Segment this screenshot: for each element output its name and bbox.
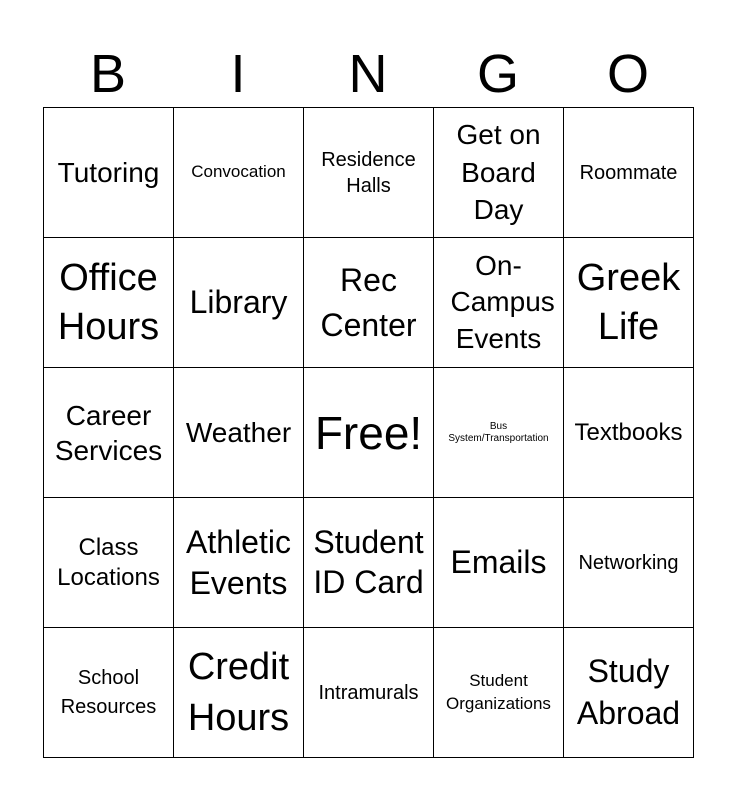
bingo-cell[interactable]	[174, 498, 304, 628]
cell-label: Athletic Events	[186, 523, 291, 601]
bingo-cell[interactable]	[564, 628, 694, 758]
bingo-cell[interactable]	[434, 628, 564, 758]
bingo-cell[interactable]	[44, 108, 174, 238]
bingo-cell[interactable]	[304, 628, 434, 758]
bingo-cell[interactable]	[304, 108, 434, 238]
cell-label: Residence Halls	[321, 148, 416, 197]
bingo-cell[interactable]	[434, 368, 564, 498]
cell-label: Networking	[578, 551, 679, 574]
cell-label: Convocation	[191, 162, 286, 182]
bingo-cell[interactable]	[304, 498, 434, 628]
cell-label: Weather	[185, 417, 292, 448]
cell-label: Intramurals	[318, 681, 419, 704]
cell-label: Rec Center	[320, 261, 417, 343]
header-letter-b: B	[89, 44, 127, 104]
cell-label: Get on Board Day	[456, 118, 541, 226]
bingo-cell[interactable]	[434, 238, 564, 368]
bingo-board	[43, 107, 694, 758]
cell-label: Textbooks	[574, 418, 683, 446]
free-space[interactable]	[304, 368, 434, 498]
free-space-label: Free!	[314, 406, 423, 459]
bingo-header	[43, 40, 693, 108]
cell-label: Tutoring	[57, 157, 160, 188]
bingo-cell[interactable]	[564, 498, 694, 628]
bingo-cell[interactable]	[434, 108, 564, 238]
bingo-cell[interactable]	[174, 628, 304, 758]
bingo-cell[interactable]	[564, 368, 694, 498]
cell-label: Roommate	[579, 161, 678, 184]
cell-label: Student ID Card	[313, 524, 424, 600]
bingo-cell[interactable]	[564, 238, 694, 368]
bingo-cell[interactable]	[564, 108, 694, 238]
cell-label: Office Hours	[57, 256, 160, 348]
cell-label: Credit Hours	[187, 646, 290, 739]
bingo-cell[interactable]	[174, 238, 304, 368]
cell-label: Emails	[450, 544, 547, 581]
header-letter-i: I	[230, 44, 246, 104]
header-letter-g: G	[476, 44, 519, 104]
bingo-cell[interactable]	[44, 628, 174, 758]
cell-label: Greek Life	[576, 256, 681, 348]
bingo-cell[interactable]	[304, 238, 434, 368]
header-letter-o: O	[606, 44, 649, 104]
cell-label: School Resources	[60, 666, 157, 718]
bingo-cell[interactable]	[44, 368, 174, 498]
cell-label: Student Organizations	[446, 671, 551, 713]
cell-label: On-Campus Events	[450, 249, 555, 354]
header-letter-n: N	[348, 44, 388, 104]
cell-label: Library	[189, 284, 288, 321]
cell-label: Career Services	[54, 399, 163, 466]
bingo-cell[interactable]	[44, 238, 174, 368]
cell-label: Class Locations	[57, 533, 160, 591]
bingo-cell[interactable]	[174, 108, 304, 238]
cell-label: Study Abroad	[576, 652, 681, 731]
cell-label: Bus System/Transportation	[448, 421, 549, 444]
bingo-cell[interactable]	[44, 498, 174, 628]
bingo-cell[interactable]	[434, 498, 564, 628]
bingo-cell[interactable]	[174, 368, 304, 498]
